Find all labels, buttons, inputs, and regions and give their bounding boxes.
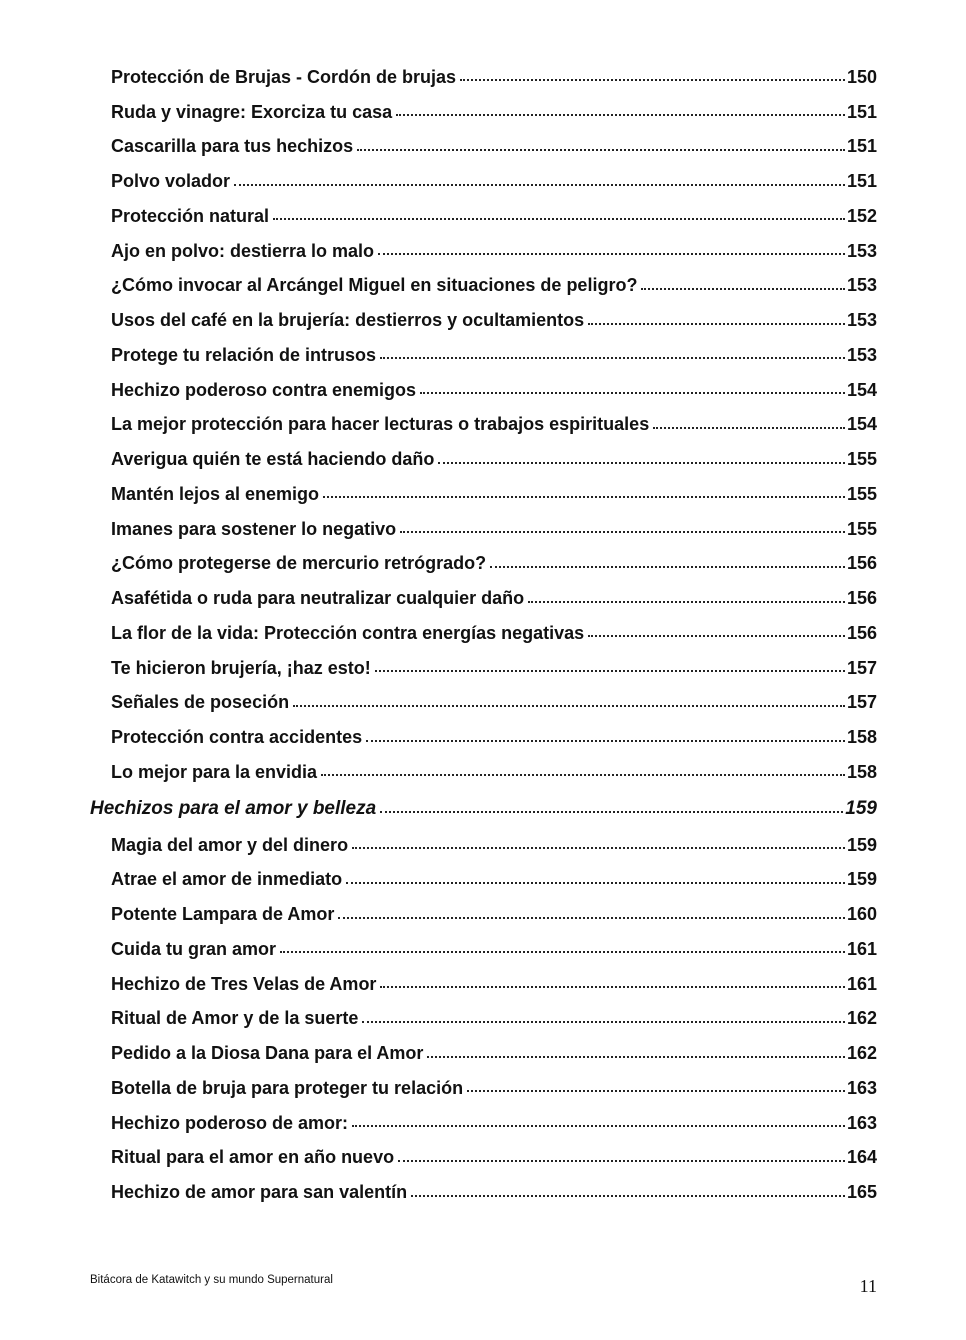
table-of-contents	[0, 60, 966, 1210]
toc-entry[interactable]	[0, 164, 966, 199]
toc-leader-dots	[357, 149, 845, 151]
toc-entry-title: La mejor protección para hacer lecturas o trabajos espirituales	[111, 414, 650, 435]
toc-entry-page: 151	[846, 136, 877, 157]
toc-entry-title: Cascarilla para tus hechizos	[111, 136, 354, 157]
toc-entry-title: Averigua quién te está haciendo daño	[111, 449, 435, 470]
toc-entry[interactable]	[0, 932, 966, 967]
toc-entry-page: 156	[846, 553, 877, 574]
toc-entry[interactable]	[0, 442, 966, 477]
toc-entry-title: Señales de poseción	[111, 692, 290, 713]
toc-entry[interactable]	[0, 199, 966, 234]
toc-leader-dots	[338, 917, 845, 919]
toc-entry[interactable]	[0, 130, 966, 165]
toc-leader-dots	[375, 670, 845, 672]
toc-entry[interactable]	[0, 408, 966, 443]
toc-entry-title: Ruda y vinagre: Exorciza tu casa	[111, 101, 393, 122]
toc-leader-dots	[352, 1125, 845, 1127]
toc-entry-title: ¿Cómo protegerse de mercurio retrógrado?	[111, 553, 487, 574]
toc-entry-page: 158	[846, 761, 877, 782]
toc-leader-dots	[293, 705, 845, 707]
toc-entry-page: 165	[846, 1182, 877, 1203]
toc-entry-page: 151	[846, 171, 877, 192]
toc-entry-title: Polvo volador	[111, 171, 231, 192]
toc-entry-page: 153	[846, 310, 877, 331]
toc-entry-page: 155	[846, 449, 877, 470]
toc-entry-page: 150	[846, 66, 877, 87]
toc-entry-page: 155	[846, 518, 877, 539]
toc-entry-page: 156	[846, 588, 877, 609]
toc-entry[interactable]	[0, 303, 966, 338]
toc-entry-page: 159	[846, 834, 877, 855]
toc-entry-title: Imanes para sostener lo negativo	[111, 518, 397, 539]
toc-entry-title: Pedido a la Diosa Dana para el Amor	[111, 1043, 424, 1064]
toc-entry-page: 156	[846, 622, 877, 643]
toc-entry[interactable]	[0, 1106, 966, 1141]
toc-leader-dots	[588, 635, 845, 637]
toc-entry-title: Atrae el amor de inmediato	[111, 869, 343, 890]
footer-book-title: Bitácora de Katawitch y su mundo Supernatural	[90, 1274, 333, 1286]
toc-entry[interactable]	[0, 686, 966, 721]
toc-entry-page: 157	[846, 692, 877, 713]
toc-section-title: Hechizos para el amor y belleza	[90, 798, 377, 820]
toc-entry[interactable]	[0, 60, 966, 95]
toc-entry-page: 153	[846, 240, 877, 261]
toc-section-heading[interactable]	[0, 791, 966, 828]
toc-entry-page: 159	[846, 869, 877, 890]
toc-entry-page: 161	[846, 938, 877, 959]
toc-entry-title: Protección contra accidentes	[111, 727, 363, 748]
toc-leader-dots	[380, 357, 845, 359]
toc-entry[interactable]	[0, 95, 966, 130]
toc-leader-dots	[460, 79, 845, 81]
toc-entry[interactable]	[0, 863, 966, 898]
page-number: 11	[859, 1276, 877, 1296]
toc-leader-dots	[366, 740, 845, 742]
toc-entry-title: Potente Lampara de Amor	[111, 904, 335, 925]
toc-entry-page: 163	[846, 1077, 877, 1098]
toc-entry-page: 163	[846, 1112, 877, 1133]
toc-entry[interactable]	[0, 967, 966, 1002]
toc-entry-page: 164	[846, 1147, 877, 1168]
toc-leader-dots	[380, 986, 845, 988]
toc-entry[interactable]	[0, 477, 966, 512]
toc-entry[interactable]	[0, 269, 966, 304]
toc-entry-title: Lo mejor para la envidia	[111, 761, 318, 782]
toc-leader-dots	[490, 566, 845, 568]
toc-entry-page: 157	[846, 657, 877, 678]
toc-entry-title: Cuida tu gran amor	[111, 938, 277, 959]
toc-entry-title: Usos del café en la brujería: destierros y ocultamientos	[111, 310, 585, 331]
toc-entry-title: La flor de la vida: Protección contra energías negativas	[111, 622, 585, 643]
toc-leader-dots	[273, 218, 845, 220]
toc-leader-dots	[234, 184, 845, 186]
toc-leader-dots	[321, 774, 845, 776]
toc-entry-title: Te hicieron brujería, ¡haz esto!	[111, 657, 371, 678]
toc-entry-title: Protección natural	[111, 205, 270, 226]
toc-leader-dots	[438, 462, 845, 464]
toc-entry[interactable]	[0, 373, 966, 408]
toc-leader-dots	[400, 531, 845, 533]
toc-leader-dots	[323, 496, 845, 498]
toc-entry-page: 153	[846, 275, 877, 296]
toc-entry[interactable]	[0, 616, 966, 651]
toc-entry[interactable]	[0, 1036, 966, 1071]
toc-entry-page: 161	[846, 973, 877, 994]
toc-entry[interactable]	[0, 1002, 966, 1037]
toc-entry[interactable]	[0, 651, 966, 686]
toc-leader-dots	[280, 951, 845, 953]
toc-leader-dots	[411, 1195, 845, 1197]
toc-entry[interactable]	[0, 338, 966, 373]
toc-entry-title: Hechizo de amor para san valentín	[111, 1182, 408, 1203]
toc-entry-title: Ajo en polvo: destierra lo malo	[111, 240, 375, 261]
toc-entry-page: 154	[846, 414, 877, 435]
toc-entry[interactable]	[0, 1175, 966, 1210]
toc-leader-dots	[528, 601, 845, 603]
toc-entry[interactable]	[0, 1071, 966, 1106]
toc-entry-title: Hechizo poderoso contra enemigos	[111, 379, 417, 400]
toc-entry-page: 162	[846, 1008, 877, 1029]
toc-leader-dots	[396, 114, 845, 116]
toc-leader-dots	[346, 882, 845, 884]
toc-section-entries-group	[0, 828, 966, 1210]
toc-leader-dots	[588, 323, 845, 325]
toc-leader-dots	[378, 253, 845, 255]
toc-entries-group	[0, 60, 966, 790]
toc-entry[interactable]	[0, 234, 966, 269]
toc-entry-title: Protege tu relación de intrusos	[111, 344, 377, 365]
toc-entry-page: 153	[846, 344, 877, 365]
toc-leader-dots	[352, 847, 845, 849]
toc-entry-title: Asafétida o ruda para neutralizar cualquier daño	[111, 588, 525, 609]
toc-entry-page: 152	[846, 205, 877, 226]
toc-entry-page: 158	[846, 727, 877, 748]
toc-entry[interactable]	[0, 755, 966, 790]
toc-entry[interactable]	[0, 1141, 966, 1176]
toc-entry-page: 160	[846, 904, 877, 925]
toc-entry-page: 154	[846, 379, 877, 400]
toc-entry-title: Protección de Brujas - Cordón de brujas	[111, 66, 457, 87]
toc-leader-dots	[380, 811, 843, 813]
toc-entry-page: 151	[846, 101, 877, 122]
toc-entry[interactable]	[0, 512, 966, 547]
toc-entry-title: Hechizo de Tres Velas de Amor	[111, 973, 377, 994]
toc-entry[interactable]	[0, 547, 966, 582]
toc-leader-dots	[420, 392, 845, 394]
toc-leader-dots	[362, 1021, 845, 1023]
toc-entry[interactable]	[0, 581, 966, 616]
toc-leader-dots	[641, 288, 845, 290]
toc-entry-title: Magia del amor y del dinero	[111, 834, 349, 855]
toc-entry[interactable]	[0, 828, 966, 863]
toc-entry-title: Ritual de Amor y de la suerte	[111, 1008, 359, 1029]
toc-entry-title: ¿Cómo invocar al Arcángel Miguel en situaciones de peligro?	[111, 275, 638, 296]
toc-leader-dots	[467, 1090, 845, 1092]
toc-entry-page: 162	[846, 1043, 877, 1064]
toc-leader-dots	[398, 1160, 845, 1162]
toc-entry-title: Mantén lejos al enemigo	[111, 483, 320, 504]
toc-section-page: 159	[845, 798, 877, 820]
toc-entry-title: Ritual para el amor en año nuevo	[111, 1147, 395, 1168]
toc-entry-title: Botella de bruja para proteger tu relación	[111, 1077, 464, 1098]
toc-entry[interactable]	[0, 720, 966, 755]
toc-entry[interactable]	[0, 897, 966, 932]
toc-entry-page: 155	[846, 483, 877, 504]
toc-entry-title: Hechizo poderoso de amor:	[111, 1112, 349, 1133]
toc-leader-dots	[427, 1056, 845, 1058]
toc-leader-dots	[653, 427, 845, 429]
